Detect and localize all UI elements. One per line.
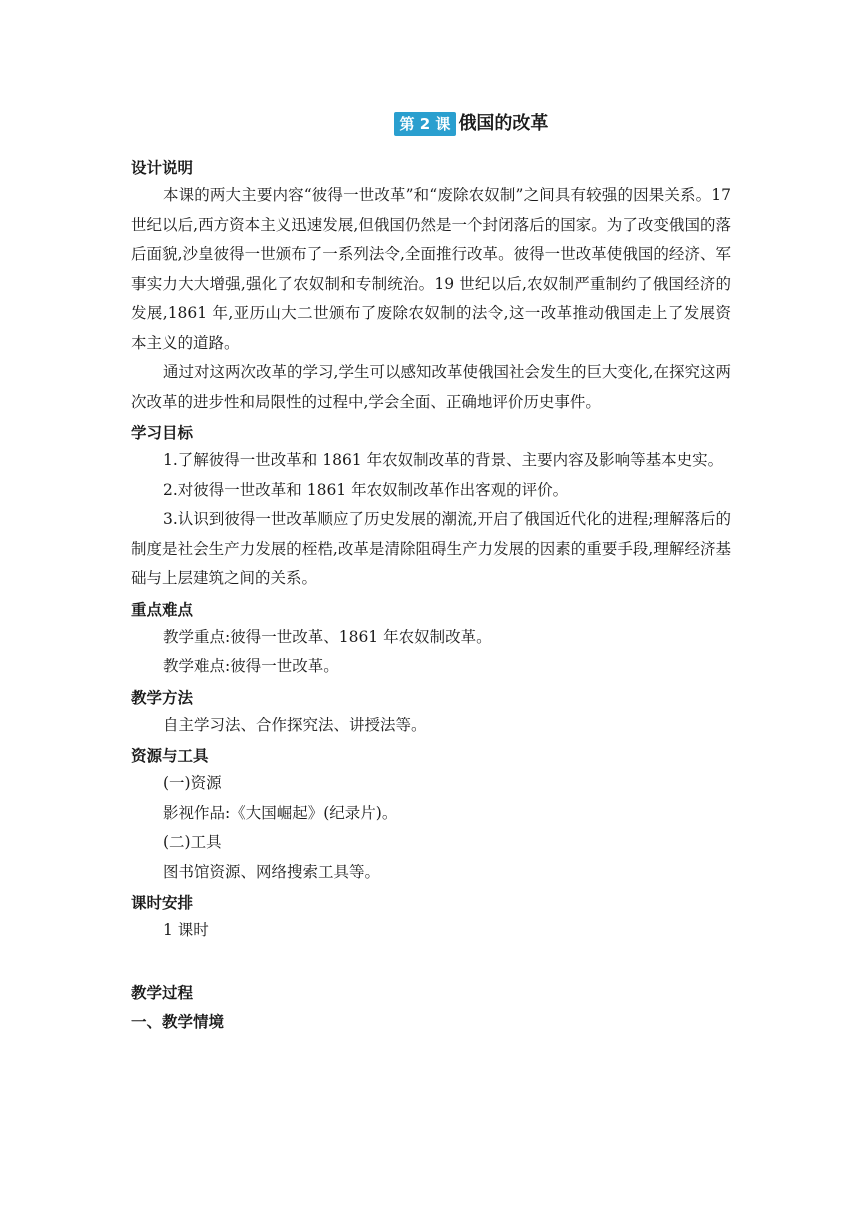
design-paragraph-2: 通过对这两次改革的学习,学生可以感知改革使俄国社会发生的巨大变化,在探究这两次改革的进步性和局限性的过程中,学会全面、正确地评价历史事件。 <box>131 363 731 411</box>
schedule-text: 1 课时 <box>163 921 209 939</box>
heading-methods: 教学方法 <box>131 688 194 707</box>
design-paragraph-1: 本课的两大主要内容“彼得一世改革”和“废除农奴制”之间具有较强的因果关系。17 世纪以后,西方资本主义迅速发展,但俄国仍然是一个封闭落后的国家。为了改变俄国的落后面貌,沙皇彼得一世颁布了一系列法令,全面推行改革。彼得一世改革使俄国的经济、军事实力大大增强,强化了农奴制和专制统治。19 世纪以后,农奴制严重制约了俄国经济的发展,1861 年,亚历山大二世颁布了废除农奴制的法令,这一改革推动俄国走上了发展资本主义的道路。 <box>131 186 731 352</box>
goal-item-3: 3.认识到彼得一世改革顺应了历史发展的潮流,开启了俄国近代化的进程;理解落后的制度是社会生产力发展的桎梏,改革是清除阻碍生产力发展的因素的重要手段,理解经济基础与上层建筑之间的关系。 <box>131 510 731 587</box>
goal-item-1: 1.了解彼得一世改革和 1861 年农奴制改革的背景、主要内容及影响等基本史实。 <box>163 451 724 469</box>
resources-sub-2: (二)工具 <box>163 833 222 851</box>
lesson-title: 俄国的改革 <box>458 113 549 134</box>
heading-keys: 重点难点 <box>131 600 194 619</box>
document-body <box>131 156 731 1035</box>
resources-item-2: 图书馆资源、网络搜索工具等。 <box>163 862 381 881</box>
heading-goals: 学习目标 <box>131 424 194 442</box>
lesson-number-badge: 第 2 课 <box>394 112 457 136</box>
resources-sub-1: (一)资源 <box>163 774 222 792</box>
goal-item-2: 2.对彼得一世改革和 1861 年农奴制改革作出客观的评价。 <box>163 480 569 499</box>
methods-text: 自主学习法、合作探究法、讲授法等。 <box>163 715 427 734</box>
process-subheading-1: 一、教学情境 <box>131 1012 225 1031</box>
heading-resources: 资源与工具 <box>131 747 209 765</box>
heading-schedule: 课时安排 <box>131 894 194 912</box>
difficult-point: 教学难点:彼得一世改革。 <box>163 657 339 675</box>
key-point: 教学重点:彼得一世改革、1861 年农奴制改革。 <box>163 627 492 646</box>
resources-item-1: 影视作品:《大国崛起》(纪录片)。 <box>163 803 398 822</box>
heading-design: 设计说明 <box>131 159 194 177</box>
lesson-title-row <box>131 112 731 142</box>
heading-process: 教学过程 <box>131 983 194 1002</box>
